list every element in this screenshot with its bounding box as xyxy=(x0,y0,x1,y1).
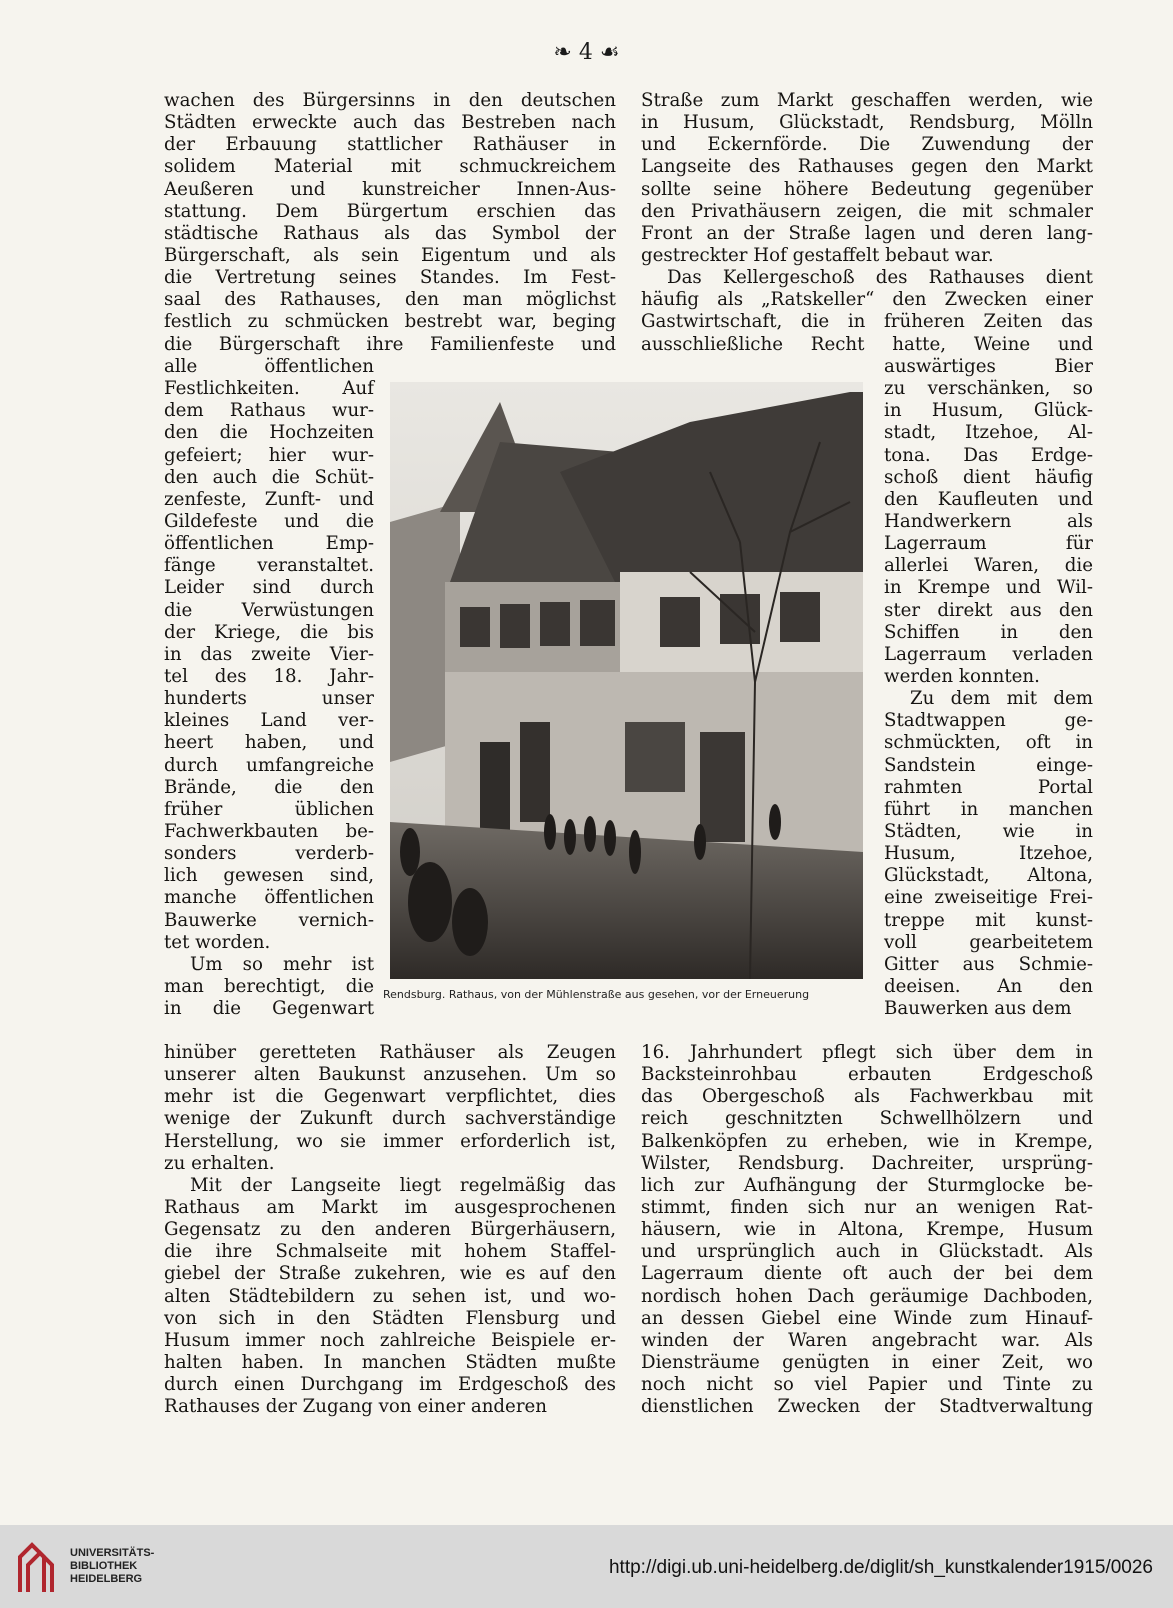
text-line: hunderts unser xyxy=(164,688,374,710)
text-line: ausschließliche Recht hatte, Weine und xyxy=(641,333,1093,355)
text-line: zu erhalten. xyxy=(164,1152,275,1174)
right-column-top xyxy=(641,90,1093,356)
text-line: deeisen. An den xyxy=(884,975,1093,997)
text-line: städtische Rathaus als das Symbol der xyxy=(164,222,616,244)
text-line: Städten, wie in xyxy=(884,820,1093,842)
text-line: Rathaus am Markt im ausgesprochenen xyxy=(164,1196,616,1218)
text-line: Brände, die den xyxy=(164,776,374,798)
text-line: Städten erweckte auch das Bestreben nach xyxy=(164,112,616,134)
text-line: wachen des Bürgersinns in den deutschen xyxy=(164,90,616,111)
text-line: unserer alten Baukunst anzusehen. Um so xyxy=(164,1064,616,1086)
ornament-right-icon: ☙ xyxy=(599,40,620,65)
source-url-link[interactable]: http://digi.ub.uni-heidelberg.de/diglit/sh_kunstkalender1915/0026 xyxy=(608,1557,1153,1578)
text-line: in Krempe und Wil- xyxy=(884,577,1093,599)
library-name-line: UNIVERSITÄTS- xyxy=(70,1547,155,1559)
library-name xyxy=(70,1547,154,1586)
text-line: häufig als „Ratskeller“ den Zwecken einer xyxy=(641,289,1093,311)
text-line: tona. Das Erdge- xyxy=(884,444,1093,466)
text-line: Bauwerke vernich- xyxy=(164,909,374,931)
text-line: treppe mit kunst- xyxy=(884,909,1093,931)
text-line: und ursprünglich auch in Glückstadt. Als xyxy=(641,1241,1093,1263)
text-line: der Kriege, die bis xyxy=(164,621,374,643)
text-line: der Erbauung stattlicher Rathäuser in xyxy=(164,134,616,156)
text-line: den die Hochzeiten xyxy=(164,422,374,444)
text-line: in Husum, Glückstadt, Rendsburg, Mölln xyxy=(641,112,1093,134)
text-line: Diensträume genügten in einer Zeit, wo xyxy=(641,1351,1093,1373)
text-line: den Privathäusern zeigen, die mit schmaler xyxy=(641,200,1093,222)
text-line: giebel der Straße zukehren, wie es auf den xyxy=(164,1263,616,1285)
text-line: früher üblichen xyxy=(164,798,374,820)
text-line: Lagerraum verladen xyxy=(884,643,1093,665)
text-line: eine zweiseitige Frei- xyxy=(884,887,1093,909)
text-line: durch umfangreiche xyxy=(164,754,374,776)
text-line: Stadtwappen ge- xyxy=(884,710,1093,732)
ornament-left-icon: ❧︎ xyxy=(553,40,572,65)
text-line: Husum immer noch zahlreiche Beispiele er- xyxy=(164,1329,616,1351)
text-line: Mit der Langseite liegt regelmäßig das xyxy=(190,1174,616,1196)
text-line: Husum, Itzehoe, xyxy=(884,843,1093,865)
text-line: hinüber geretteten Rathäuser als Zeugen xyxy=(164,1042,616,1063)
text-line: gestreckter Hof gestaffelt bebaut war. xyxy=(641,244,994,266)
text-line: Gitter aus Schmie- xyxy=(884,953,1093,975)
left-column-wrap xyxy=(164,356,374,1020)
text-line: dem Rathaus wur- xyxy=(164,400,374,422)
text-line: Bauwerken aus dem xyxy=(884,998,1072,1020)
text-line: Um so mehr ist xyxy=(190,953,374,975)
text-line: fänge veranstaltet. xyxy=(164,555,374,577)
text-line: Leider sind durch xyxy=(164,577,374,599)
text-line: allerlei Waren, die xyxy=(884,555,1093,577)
page-number xyxy=(0,40,1173,65)
text-line: winden der Waren angebracht war. Als xyxy=(641,1329,1093,1351)
text-line: gefeiert; hier wur- xyxy=(164,444,374,466)
text-line: tel des 18. Jahr- xyxy=(164,665,374,687)
text-line: Aeußeren und kunstreicher Innen-Aus- xyxy=(164,178,616,200)
text-line: auswärtiges Bier xyxy=(884,356,1093,377)
right-column-wrap xyxy=(884,356,1093,1020)
library-footer xyxy=(0,1525,1173,1608)
text-line: in das zweite Vier- xyxy=(164,643,374,665)
text-line: rahmten Portal xyxy=(884,776,1093,798)
text-line: stattung. Dem Bürgertum erschien das xyxy=(164,200,616,222)
right-column-bottom xyxy=(641,1042,1093,1418)
text-line: halten haben. In manchen Städten mußte xyxy=(164,1351,616,1373)
text-line: sonders verderb- xyxy=(164,843,374,865)
text-line: Lagerraum für xyxy=(884,533,1093,555)
text-line: Das Kellergeschoß des Rathauses dient xyxy=(667,267,1093,289)
text-line: Wilster, Rendsburg. Dachreiter, ursprüng- xyxy=(641,1152,1093,1174)
text-line: in Husum, Glück- xyxy=(884,400,1093,422)
text-line: Gildefeste und die xyxy=(164,510,374,532)
text-line: wenige der Zukunft durch sachverständige xyxy=(164,1108,616,1130)
library-name-line: BIBLIOTHEK xyxy=(70,1560,138,1572)
text-line: Straße zum Markt geschaffen werden, wie xyxy=(641,90,1093,111)
text-line: festlich zu schmücken bestrebt war, beging xyxy=(164,311,616,333)
text-line: Lagerraum diente oft auch der bei dem xyxy=(641,1263,1093,1285)
left-column-bottom xyxy=(164,1042,616,1418)
text-line: alle öffentlichen xyxy=(164,356,374,377)
text-line: lich zur Aufhängung der Sturmglocke be- xyxy=(641,1174,1093,1196)
text-line: von sich in den Städten Flensburg und xyxy=(164,1307,616,1329)
text-line: Gegensatz zu den anderen Bürgerhäusern, xyxy=(164,1219,616,1241)
text-line: häusern, wie in Altona, Krempe, Husum xyxy=(641,1219,1093,1241)
text-line: lich gewesen sind, xyxy=(164,865,374,887)
text-line: alten Städtebildern zu sehen ist, und wo- xyxy=(164,1285,616,1307)
text-line: kleines Land ver- xyxy=(164,710,374,732)
text-line: schmückten, oft in xyxy=(884,732,1093,754)
text-line: Bürgerschaft, als sein Eigentum und als xyxy=(164,244,616,266)
text-line: 16. Jahrhundert pflegt sich über dem in xyxy=(641,1042,1093,1063)
text-line: werden konnten. xyxy=(884,665,1040,687)
text-line: Sandstein einge- xyxy=(884,754,1093,776)
text-line: Front an der Straße lagen und deren lang- xyxy=(641,222,1093,244)
text-line: Gastwirtschaft, die in früheren Zeiten das xyxy=(641,311,1093,333)
library-name-line: HEIDELBERG xyxy=(70,1573,143,1585)
text-line: zu verschänken, so xyxy=(884,378,1093,400)
text-line: durch einen Durchgang im Erdgeschoß des xyxy=(164,1374,616,1396)
text-line: führt in manchen xyxy=(884,798,1093,820)
text-line: zenfeste, Zunft- und xyxy=(164,488,374,510)
text-line: manche öffentlichen xyxy=(164,887,374,909)
text-line: und Eckernförde. Die Zuwendung der xyxy=(641,134,1093,156)
text-line: öffentlichen Emp- xyxy=(164,533,374,555)
text-line: sollte seine höhere Bedeutung gegenüber xyxy=(641,178,1093,200)
photo-caption: Rendsburg. Rathaus, von der Mühlenstraße aus gesehen, vor der Erneuerung xyxy=(383,988,810,1001)
text-line: dienstlichen Zwecken der Stadtverwaltung xyxy=(641,1396,1093,1418)
text-line: voll gearbeitetem xyxy=(884,931,1093,953)
text-line: Festlichkeiten. Auf xyxy=(164,378,374,400)
left-column-top xyxy=(164,90,616,356)
text-line: das Obergeschoß als Fachwerkbau mit xyxy=(641,1086,1093,1108)
library-logo-icon xyxy=(14,1537,62,1597)
page-number-value: 4 xyxy=(578,40,593,65)
text-line: man berechtigt, die xyxy=(164,975,374,997)
text-line: reich geschnitzten Schwellhölzern und xyxy=(641,1108,1093,1130)
text-line: in die Gegenwart xyxy=(164,998,374,1020)
town-hall-photo xyxy=(390,382,863,979)
text-line: die Bürgerschaft ihre Familienfeste und xyxy=(164,333,616,355)
text-line: noch nicht so viel Papier und Tinte zu xyxy=(641,1374,1093,1396)
text-line: Zu dem mit dem xyxy=(910,688,1093,710)
text-line: mehr ist die Gegenwart verpflichtet, dies xyxy=(164,1086,616,1108)
text-line: Balkenköpfen zu erheben, wie in Krempe, xyxy=(641,1130,1093,1152)
text-line: solidem Material mit schmuckreichem xyxy=(164,156,616,178)
text-line: Backsteinrohbau erbauten Erdgeschoß xyxy=(641,1064,1093,1086)
text-line: heert haben, und xyxy=(164,732,374,754)
text-line: nordisch hohen Dach geräumige Dachboden, xyxy=(641,1285,1093,1307)
text-line: an dessen Giebel eine Winde zum Hinauf- xyxy=(641,1307,1093,1329)
text-line: die Verwüstungen xyxy=(164,599,374,621)
text-line: Herstellung, wo sie immer erforderlich ist, xyxy=(164,1130,616,1152)
text-line: den Kaufleuten und xyxy=(884,488,1093,510)
text-line: die Vertretung seines Standes. Im Fest- xyxy=(164,267,616,289)
text-line: Glückstadt, Altona, xyxy=(884,865,1093,887)
text-line: stadt, Itzehoe, Al- xyxy=(884,422,1093,444)
text-line: tet worden. xyxy=(164,931,271,953)
text-line: Handwerkern als xyxy=(884,510,1093,532)
text-line: schoß dient häufig xyxy=(884,466,1093,488)
text-line: ster direkt aus den xyxy=(884,599,1093,621)
text-line: saal des Rathauses, den man möglichst xyxy=(164,289,616,311)
text-line: die ihre Schmalseite mit hohem Staffel- xyxy=(164,1241,616,1263)
text-line: den auch die Schüt- xyxy=(164,466,374,488)
text-line: Langseite des Rathauses gegen den Markt xyxy=(641,156,1093,178)
text-line: Schiffen in den xyxy=(884,621,1093,643)
text-line: Fachwerkbauten be- xyxy=(164,820,374,842)
text-line: Rathauses der Zugang von einer anderen xyxy=(164,1396,547,1418)
text-line: stimmt, finden sich nur an wenigen Rat- xyxy=(641,1196,1093,1218)
